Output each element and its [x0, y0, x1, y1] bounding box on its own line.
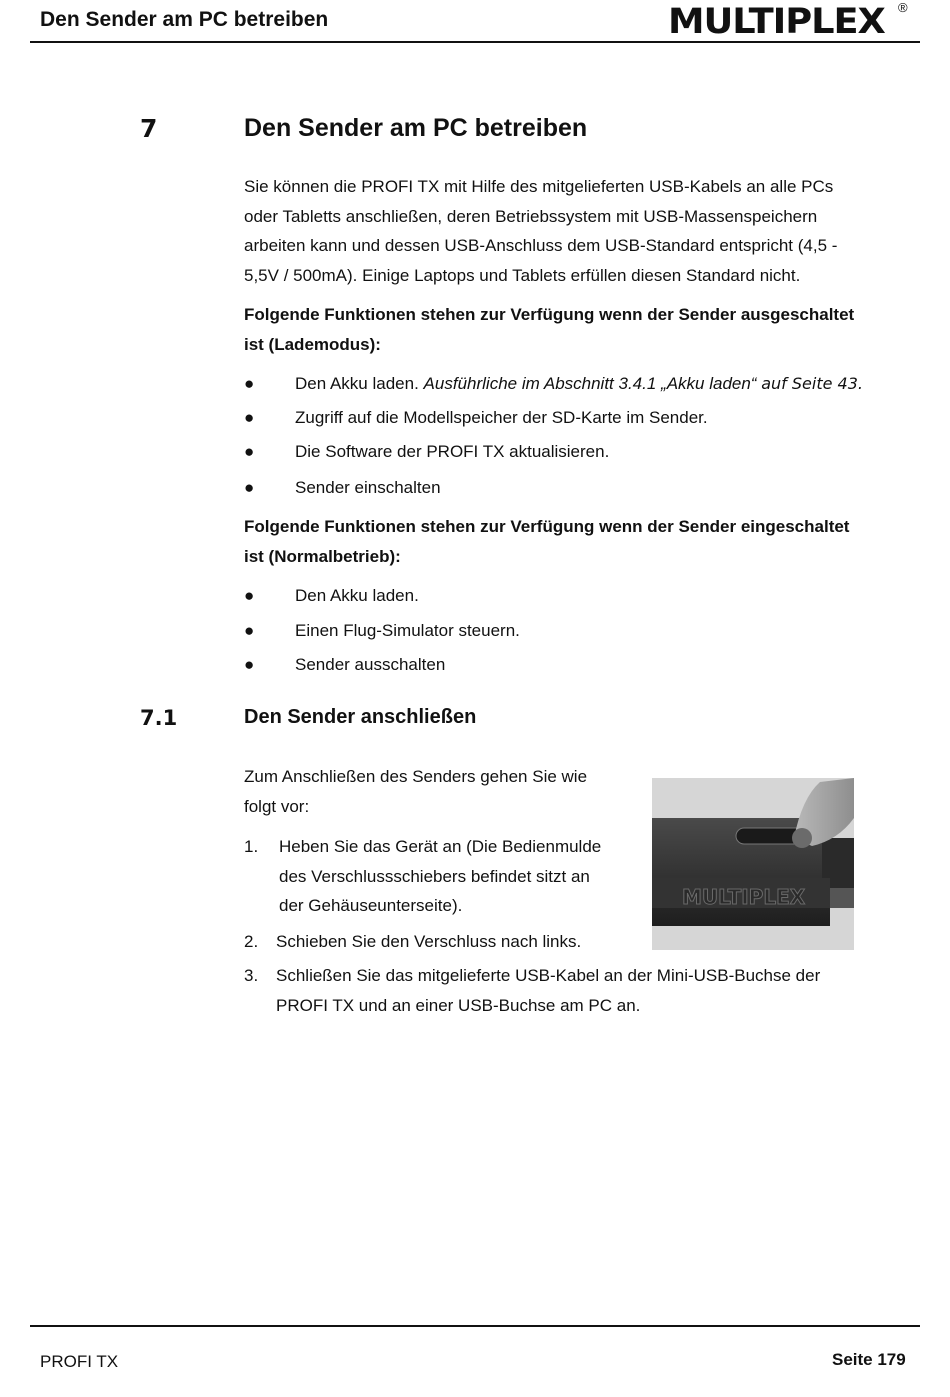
header-rule	[30, 41, 920, 43]
section-number: 7	[140, 114, 158, 143]
intro-line: arbeiten kann und dessen USB-Anschluss dem USB-Standard entspricht (4,5 -	[244, 236, 838, 255]
step-line: der Gehäuseunterseite).	[279, 896, 463, 915]
list-item	[244, 655, 914, 675]
list-item	[244, 621, 914, 655]
step-number: 1.	[244, 837, 259, 856]
bullet-icon: ●	[244, 374, 255, 393]
bullet-icon: ●	[244, 478, 255, 497]
footer-product-name: PROFI TX	[40, 1352, 119, 1371]
list-item-text: Sender einschalten	[295, 478, 441, 497]
step-line: des Verschlussschiebers befindet sitzt an	[279, 866, 590, 886]
list-item-text: Den Akku laden.	[295, 586, 419, 605]
heading-line: Folgende Funktionen stehen zur Verfügung wenn der Sender eingeschaltet	[244, 517, 850, 536]
intro-line: folgt vor:	[244, 796, 310, 816]
list-item	[244, 586, 914, 621]
cross-reference-link[interactable]: Ausführliche im Abschnitt 3.4.1 „Akku laden“	[423, 374, 757, 393]
latch-photo-illustration	[652, 778, 854, 950]
footer-rule	[30, 1325, 920, 1327]
normal-mode-heading	[244, 512, 904, 571]
charging-mode-list	[244, 374, 914, 498]
step-line: Heben Sie das Gerät an (Die Bedienmulde	[279, 837, 602, 856]
page-number: Seite 179	[832, 1350, 906, 1369]
subsection-title: Den Sender anschließen	[244, 706, 477, 728]
bullet-icon: ●	[244, 621, 255, 640]
step-item	[244, 961, 884, 1020]
list-item	[244, 478, 914, 498]
heading-line: Folgende Funktionen stehen zur Verfügung wenn der Sender ausgeschaltet	[244, 305, 855, 324]
registered-mark: ®	[898, 0, 908, 15]
charging-mode-heading	[244, 300, 904, 359]
bullet-icon: ●	[244, 408, 255, 427]
list-item-text: Sender ausschalten	[295, 655, 446, 674]
embossed-logo-text: MULTIPLEX	[682, 885, 806, 909]
list-item	[244, 374, 914, 408]
step-line: PROFI TX und an einer USB-Buchse am PC an.	[276, 995, 641, 1015]
intro-paragraph	[244, 172, 904, 290]
section-title: Den Sender am PC betreiben	[244, 114, 588, 142]
list-item-text: Die Software der PROFI TX aktualisieren.	[295, 442, 610, 461]
intro-line: Zum Anschließen des Senders gehen Sie wie	[244, 767, 588, 786]
step-number: 3.	[244, 966, 259, 985]
heading-line: ist (Lademodus):	[244, 334, 381, 354]
intro-line: Sie können die PROFI TX mit Hilfe des mitgelieferten USB-Kabels an alle PCs	[244, 177, 834, 196]
step-line: Schieben Sie den Verschluss nach links.	[276, 931, 582, 951]
subsection-number: 7.1	[140, 706, 178, 730]
multiplex-logo	[668, 4, 908, 40]
connect-intro	[244, 762, 644, 821]
step-number: 2.	[244, 931, 259, 951]
list-item	[244, 408, 914, 442]
list-item	[244, 442, 914, 478]
heading-line: ist (Normalbetrieb):	[244, 546, 401, 566]
list-item-text: Zugriff auf die Modellspeicher der SD-Karte im Sender.	[295, 408, 708, 427]
list-item-text: Den Akku laden.	[295, 374, 419, 393]
bullet-icon: ●	[244, 655, 255, 674]
bullet-icon: ●	[244, 586, 255, 605]
bullet-icon: ●	[244, 442, 255, 461]
intro-line: oder Tabletts anschließen, deren Betriebssystem mit USB-Massenspeichern	[244, 206, 818, 226]
intro-line: 5,5V / 500mA). Einige Laptops und Tablets erfüllen diesen Standard nicht.	[244, 265, 801, 285]
running-header-title: Den Sender am PC betreiben	[40, 8, 329, 31]
logo-wordmark: MULTIPLEX	[668, 2, 885, 42]
step-line: Schließen Sie das mitgelieferte USB-Kabel an der Mini-USB-Buchse der	[276, 966, 821, 985]
list-item-text: Einen Flug-Simulator steuern.	[295, 621, 520, 640]
page-reference-link[interactable]: auf Seite 43.	[761, 374, 863, 393]
transmitter-latch-photo	[652, 778, 854, 950]
normal-mode-list	[244, 586, 914, 675]
